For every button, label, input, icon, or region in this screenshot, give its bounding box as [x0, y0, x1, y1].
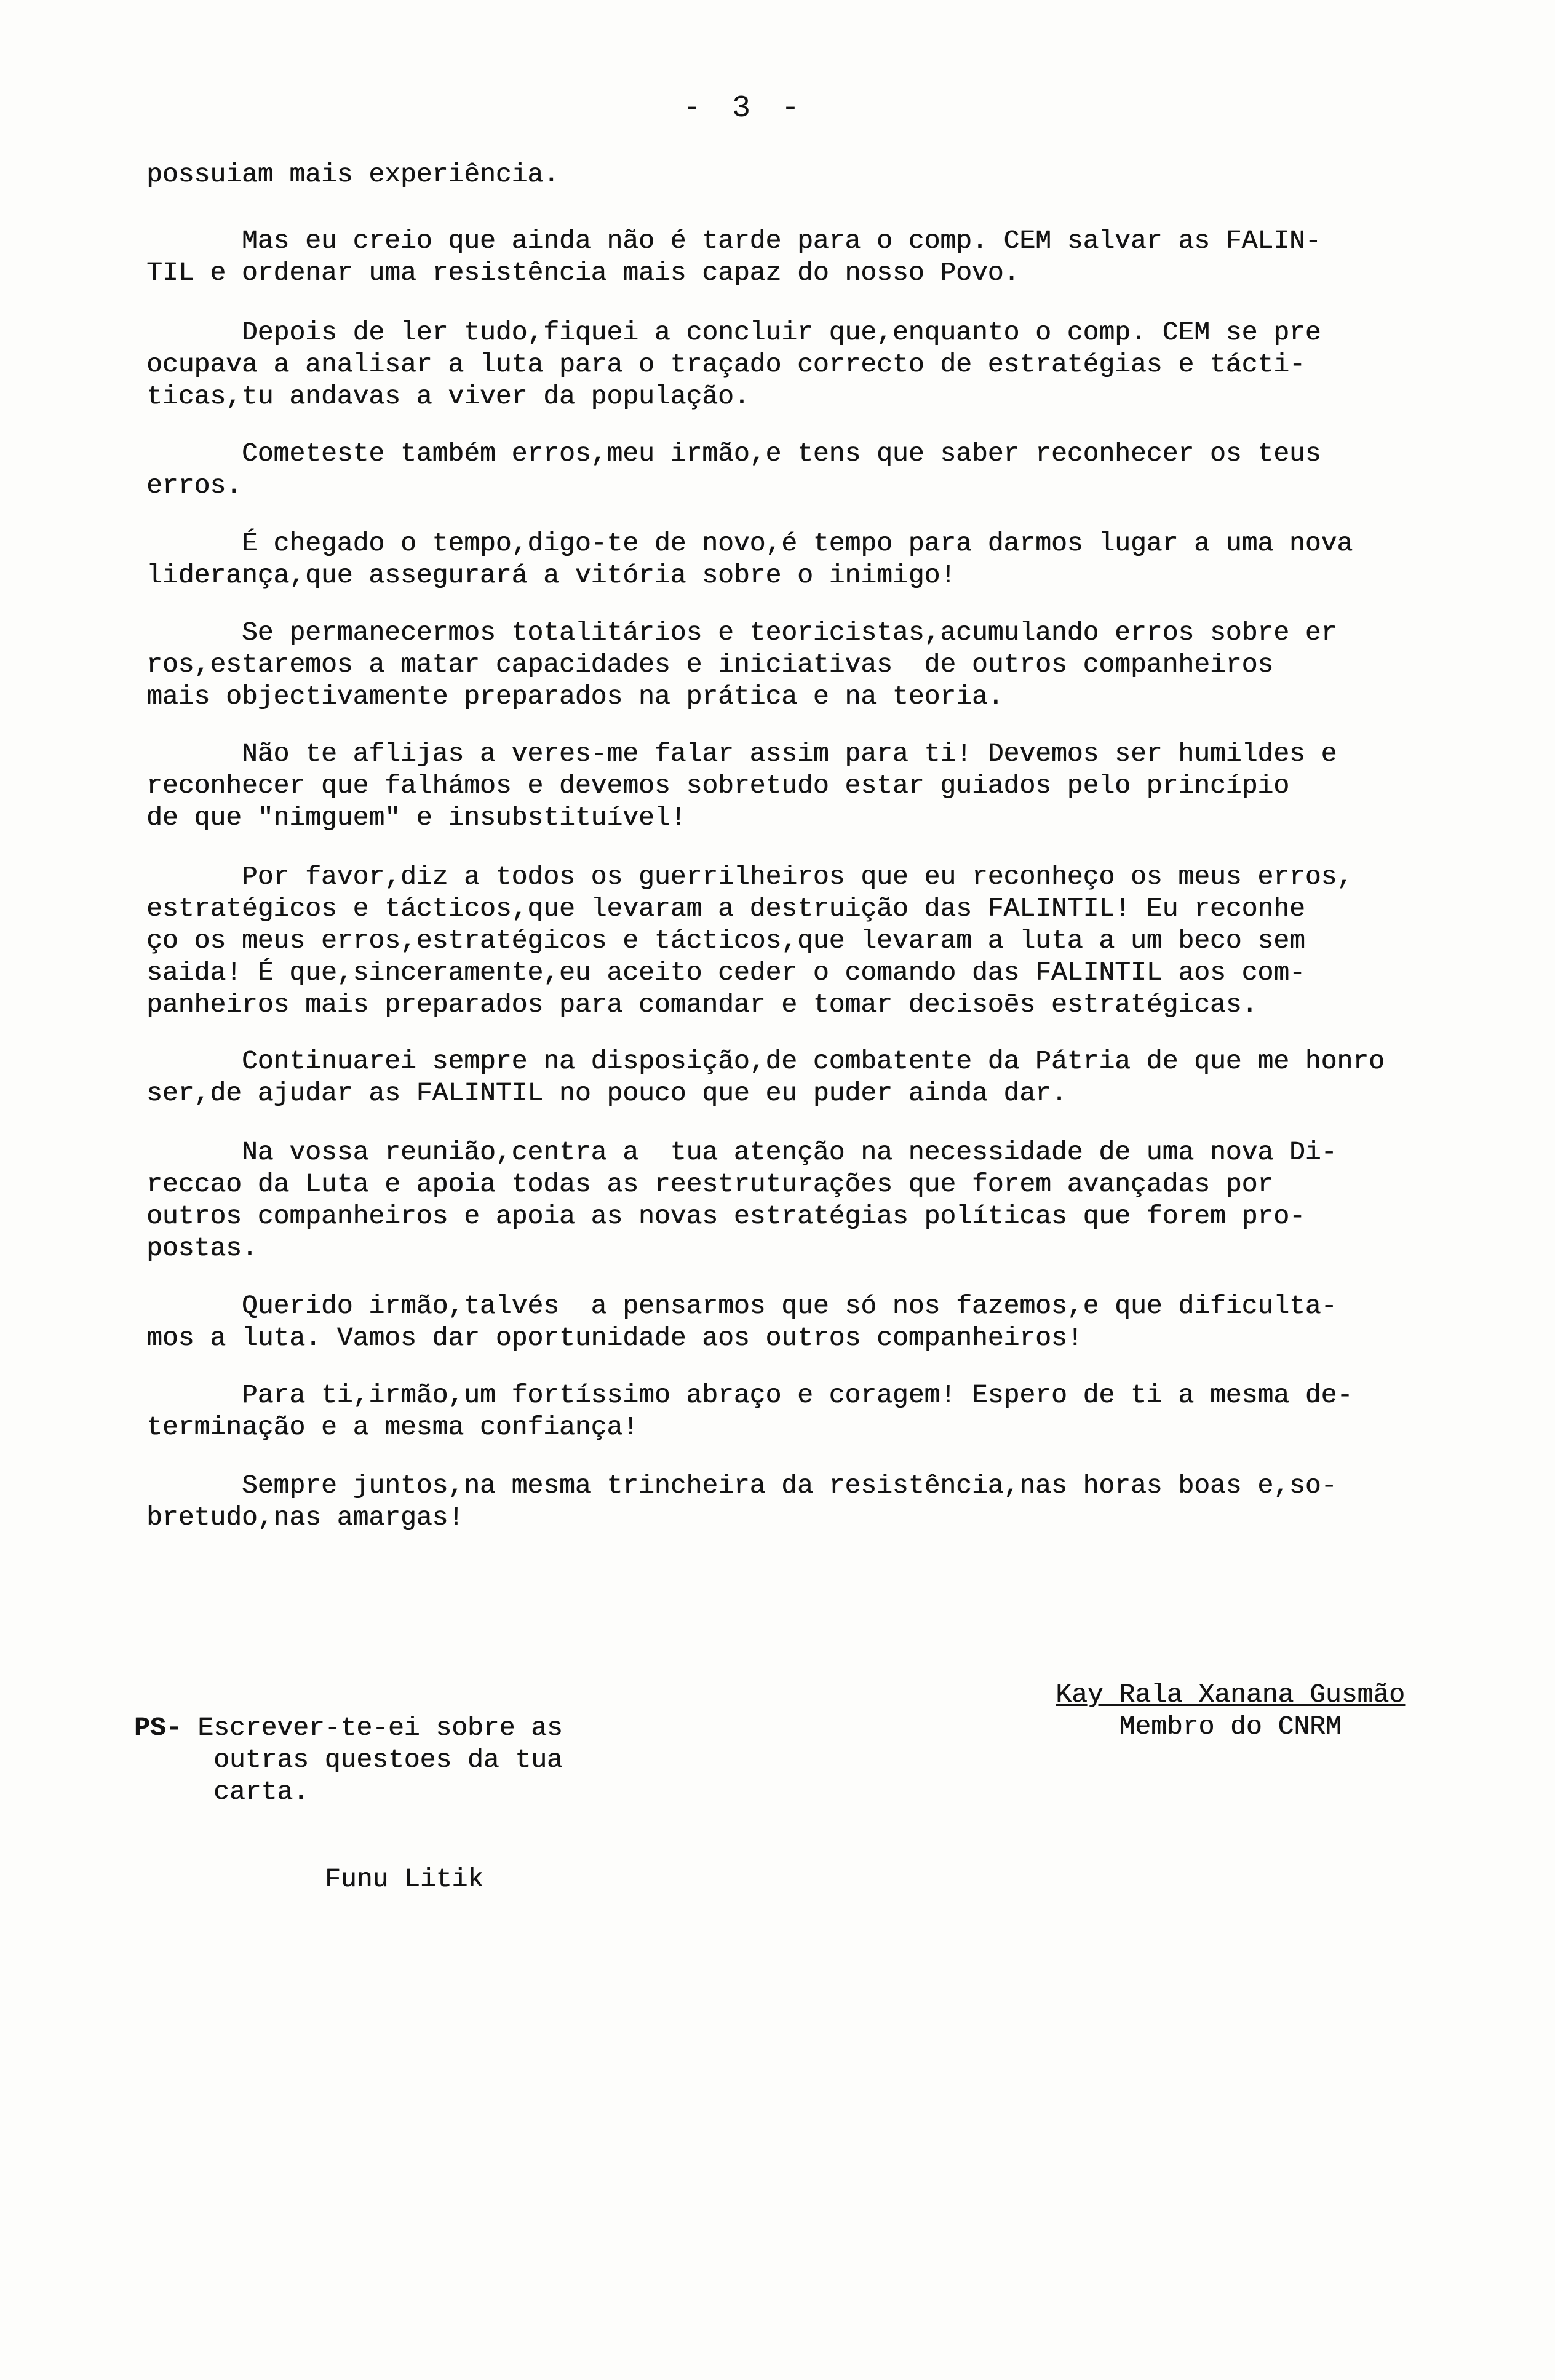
postscript-label: PS-	[134, 1713, 182, 1743]
signature-block	[1009, 1679, 1452, 1743]
paragraph-9: Continuarei sempre na disposição,de combatente da Pátria de que me honro ser,de ajudar as FALINTIL no pouco que eu puder ainda dar.	[146, 1046, 1385, 1108]
paragraph-8: Por favor,diz a todos os guerrilheiros que eu reconheço os meus erros, estratégicos e tácticos,que levaram a destruição das FALINTIL! Eu reconhe ço os meus erros,estratégicos e tácticos,que levaram a luta a um beco sem saida! É que,sinceramente,eu aceito ceder o comando das FALINTIL aos com- panheiros mais preparados para comandar e tomar decisoēs estratégicas.	[146, 862, 1353, 1020]
postscript	[134, 1712, 688, 1808]
paragraph-6: Se permanecermos totalitários e teoricistas,acumulando erros sobre er ros,estaremos a matar capacidades e iniciativas de outros companheiros mais objectivamente preparados na prática e na teoria.	[146, 617, 1337, 712]
paragraph-2: Mas eu creio que ainda não é tarde para o comp. CEM salvar as FALIN- TIL e ordenar uma resistência mais capaz do nosso Povo.	[146, 226, 1321, 288]
signature-title: Membro do CNRM	[1119, 1712, 1342, 1742]
closing-name: Funu Litik	[325, 1864, 484, 1894]
paragraph-10: Na vossa reunião,centra a tua atenção na necessidade de uma nova Di- reccao da Luta e apoia todas as reestruturações que forem avançadas por outros companheiros e apoia as novas estratégias políticas que forem pro- postas.	[146, 1137, 1337, 1263]
signature-name: Kay Rala Xanana Gusmão	[1056, 1680, 1405, 1710]
page-number: - 3 -	[682, 91, 806, 126]
paragraph-11: Querido irmão,talvés a pensarmos que só nos fazemos,e que dificulta- mos a luta. Vamos dar oportunidade aos outros companheiros!	[146, 1291, 1337, 1353]
paragraph-3: Depois de ler tudo,fiquei a concluir que,enquanto o comp. CEM se pre ocupava a analisar a luta para o traçado correcto de estratégias e tácti- ticas,tu andavas a viver da população.	[146, 317, 1321, 411]
paragraph-13: Sempre juntos,na mesma trincheira da resistência,nas horas boas e,so- bretudo,nas amargas!	[146, 1470, 1337, 1533]
paragraph-1: possuiam mais experiência.	[146, 159, 559, 189]
paragraph-5: É chegado o tempo,digo-te de novo,é tempo para darmos lugar a uma nova liderança,que assegurará a vitória sobre o inimigo!	[146, 528, 1353, 590]
paragraph-4: Cometeste também erros,meu irmão,e tens que saber reconhecer os teus erros.	[146, 438, 1321, 501]
paragraph-7: Não te aflijas a veres-me falar assim para ti! Devemos ser humildes e reconhecer que falhámos e devemos sobretudo estar guiados pelo princípio de que "nimguem" e insubstituível!	[146, 739, 1337, 833]
paragraph-12: Para ti,irmão,um fortíssimo abraço e coragem! Espero de ti a mesma de- terminação e a mesma confiança!	[146, 1380, 1353, 1442]
postscript-text: Escrever-te-ei sobre as outras questoes da tua carta.	[197, 1713, 563, 1807]
